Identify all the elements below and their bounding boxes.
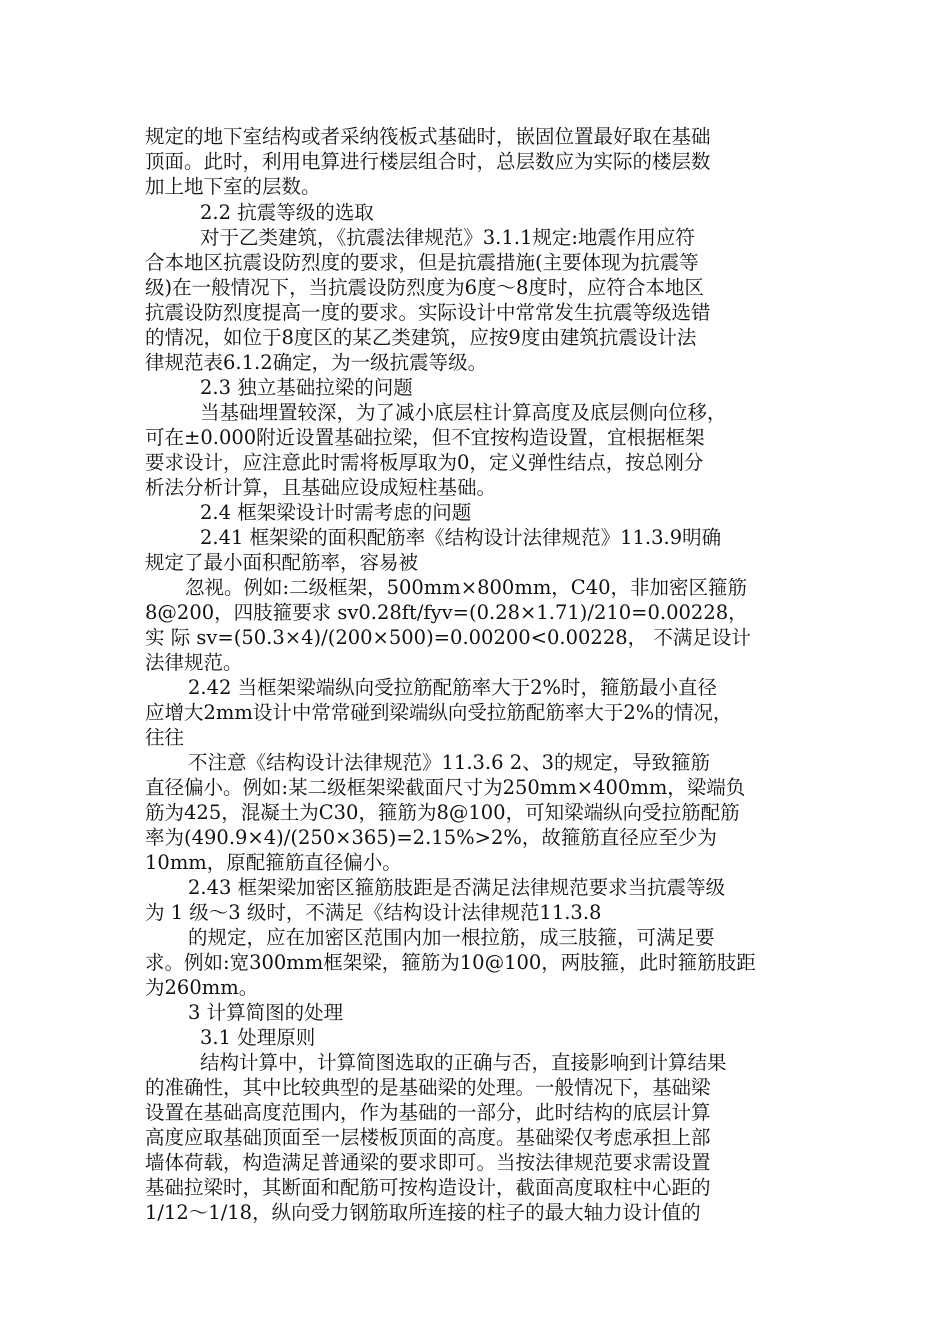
text-line: 的情况，如位于8度区的某乙类建筑，应按9度由建筑抗震设计法 bbox=[145, 326, 697, 349]
text-line: 2.41 框架梁的面积配筋率《结构设计法律规范》11.3.9明确 bbox=[200, 526, 722, 549]
text-line: 级)在一般情况下，当抗震设防烈度为6度～8度时，应符合本地区 bbox=[145, 276, 704, 299]
section-heading: 3.1 处理原则 bbox=[200, 1026, 316, 1049]
text-line: 1/12～1/18，纵向受力钢筋取所连接的柱子的最大轴力设计值的 bbox=[145, 1201, 701, 1224]
text-line: 设置在基础高度范围内，作为基础的一部分，此时结构的底层计算 bbox=[145, 1101, 711, 1124]
text-line: 10mm，原配箍筋直径偏小。 bbox=[145, 851, 402, 874]
text-line: 筋为425，混凝土为C30，箍筋为8@100，可知梁端纵向受拉筋配筋 bbox=[145, 801, 740, 824]
text-line: 为 1 级～3 级时，不满足《结构设计法律规范11.3.8 bbox=[145, 901, 602, 924]
text-line: 加上地下室的层数。 bbox=[145, 175, 321, 198]
text-line: 抗震设防烈度提高一度的要求。实际设计中常常发生抗震等级选错 bbox=[145, 301, 711, 324]
text-line: 基础拉梁时，其断面和配筋可按构造设计，截面高度取柱中心距的 bbox=[145, 1176, 711, 1199]
text-line: 要求设计，应注意此时需将板厚取为0，定义弹性结点，按总刚分 bbox=[145, 451, 704, 474]
section-heading: 2.3 独立基础拉梁的问题 bbox=[200, 376, 413, 399]
text-line: 结构计算中，计算简图选取的正确与否，直接影响到计算结果 bbox=[200, 1051, 727, 1074]
text-line: 当基础埋置较深，为了减小底层柱计算高度及底层侧向位移， bbox=[200, 401, 727, 424]
text-line: 墙体荷载，构造满足普通梁的要求即可。当按法律规范要求需设置 bbox=[145, 1151, 711, 1174]
text-line: 直径偏小。例如:某二级框架梁截面尺寸为250mm×400mm，梁端负 bbox=[145, 776, 746, 799]
section-heading: 2.2 抗震等级的选取 bbox=[200, 201, 374, 224]
text-line: 不注意《结构设计法律规范》11.3.6 2、3的规定，导致箍筋 bbox=[188, 751, 711, 774]
text-line: 实 际 sv=(50.3×4)/(200×500)=0.00200<0.00228， 不满足设计 bbox=[145, 626, 751, 649]
text-line: 的规定，应在加密区范围内加一根拉筋，成三肢箍，可满足要 bbox=[188, 926, 715, 949]
text-line: 律规范表6.1.2确定，为一级抗震等级。 bbox=[145, 351, 488, 374]
text-line: 应增大2mm设计中常常碰到梁端纵向受拉筋配筋率大于2%的情况， bbox=[145, 701, 733, 724]
section-heading: 3 计算简图的处理 bbox=[188, 1001, 344, 1024]
text-line: 合本地区抗震设防烈度的要求，但是抗震措施(主要体现为抗震等 bbox=[145, 251, 699, 274]
text-line: 法律规范。 bbox=[145, 651, 243, 674]
text-line: 规定了最小面积配筋率，容易被 bbox=[145, 551, 419, 574]
text-line: 为260mm。 bbox=[145, 976, 259, 999]
text-line: 规定的地下室结构或者采纳筏板式基础时，嵌固位置最好取在基础 bbox=[145, 125, 711, 148]
text-line: 顶面。此时，利用电算进行楼层组合时，总层数应为实际的楼层数 bbox=[145, 150, 711, 173]
text-line: 往往 bbox=[145, 726, 185, 749]
text-line: 析法分析计算，且基础应设成短柱基础。 bbox=[145, 476, 497, 499]
text-line: 2.43 框架梁加密区箍筋肢距是否满足法律规范要求当抗震等级 bbox=[188, 876, 726, 899]
text-line: 可在±0.000附近设置基础拉梁，但不宜按构造设置，宜根据框架 bbox=[145, 426, 705, 449]
text-line: 8@200，四肢箍要求 sv0.28ft/fyv=(0.28×1.71)/210=0.00228， bbox=[145, 601, 748, 624]
text-line: 率为(490.9×4)/(250×365)=2.15%>2%，故箍筋直径应至少为 bbox=[145, 826, 717, 849]
text-line: 对于乙类建筑，《抗震法律规范》3.1.1规定:地震作用应符 bbox=[200, 226, 695, 249]
text-line: 2.42 当框架梁端纵向受拉筋配筋率大于2%时，箍筋最小直径 bbox=[188, 676, 718, 699]
text-line: 的准确性，其中比较典型的是基础梁的处理。一般情况下，基础梁 bbox=[145, 1076, 711, 1099]
text-line: 高度应取基础顶面至一层楼板顶面的高度。基础梁仅考虑承担上部 bbox=[145, 1126, 711, 1149]
text-line: 忽视。例如:二级框架，500mm×800mm，C40，非加密区箍筋 bbox=[185, 576, 748, 599]
text-line: 求。例如:宽300mm框架梁，箍筋为10@100，两肢箍，此时箍筋肢距 bbox=[145, 951, 756, 974]
section-heading: 2.4 框架梁设计时需考虑的问题 bbox=[200, 501, 472, 524]
